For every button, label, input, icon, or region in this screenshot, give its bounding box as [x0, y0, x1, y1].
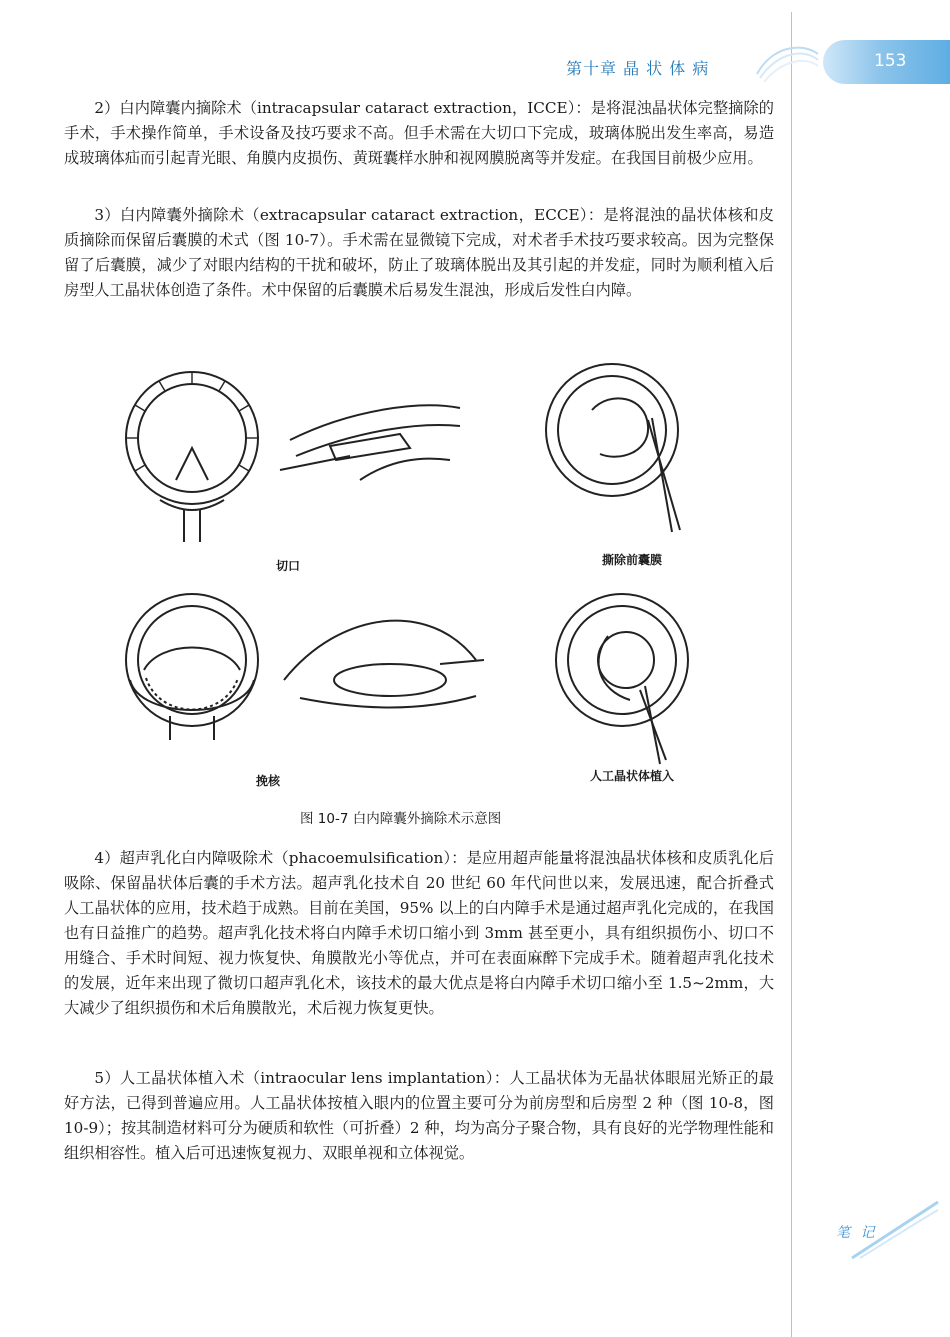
- margin-line: [791, 12, 792, 1337]
- figure-10-7: [100, 360, 740, 800]
- eye-capsulorhexis-illustration: [546, 364, 680, 532]
- label-iol: 人工晶状体植入: [590, 769, 675, 783]
- eye-iol-illustration: [556, 594, 688, 764]
- eye-incision-illustration: [126, 372, 258, 542]
- paragraph-icce: 2）白内障囊内摘除术（intracapsular cataract extraction，ICCE）：是将混浊晶状体完整摘除的手术，手术操作简单，手术设备及技巧要求不高。但手术需在大切口下完成，玻璃体脱出发生率高，易造成玻璃体疝而引起青光眼、角膜内皮损伤、黄斑囊样水肿和视网膜脱离等并发症。在我国目前极少应用。: [64, 99, 774, 167]
- section-incision-illustration: [280, 405, 460, 480]
- paragraph-ecce: 3）白内障囊外摘除术（extracapsular cataract extraction，ECCE）：是将混浊的晶状体核和皮质摘除而保留后囊膜的术式（图 10-7）。手术需在显微镜下完成，对术者手术技巧要求较高。因为完整保留了后囊膜，减少了对眼内结构的干扰和破坏，防止了玻璃体脱出及其引起的并发症，同时为顺利植入后房型人工晶状体创造了条件。术中保留的后囊膜术后易发生混浊，形成后发性白内障。: [64, 206, 774, 299]
- paragraph-phaco: 4）超声乳化白内障吸除术（phacoemulsification）：是应用超声能量将混浊晶状体核和皮质乳化后吸除、保留晶状体后囊的手术方法。超声乳化技术自 20 世纪 60 年代问世以来，发展迅速，配合折叠式人工晶状体的应用，技术趋于成熟。目前在美国，95% 以上的白内障手术是通过超声乳化完成的，在我国也有日益推广的趋势。超声乳化技术将白内障手术切口缩小到 3mm 甚至更小，具有组织损伤小、切口不用缝合、手术时间短、视力恢复快、角膜散光小等优点，并可在表面麻醉下完成手术。随着超声乳化技术的发展，近年来出现了微切口超声乳化术，该技术的最大优点是将白内障手术切口缩小至 1.5~2mm，大大减少了组织损伤和术后角膜散光，术后视力恢复更快。: [64, 849, 774, 1017]
- label-capsulorhexis: 撕除前囊膜: [602, 553, 663, 567]
- label-incision: 切口: [276, 559, 301, 573]
- label-nucleus: 挽核: [256, 774, 281, 788]
- ecce-diagram: [100, 360, 740, 800]
- paragraph-iol: 5）人工晶状体植入术（intraocular lens implantation）：人工晶状体为无晶状体眼屈光矫正的最好方法，已得到普遍应用。人工晶状体按植入眼内的位置主要可分为前房型和后房型 2 种（图 10-8，图 10-9）；按其制造材料可分为硬质和软性（可折叠）2 种，均为高分子聚合物，具有良好的光学物理性能和组织相容性。植入后可迅速恢复视力、双眼单视和立体视觉。: [64, 1069, 774, 1162]
- header-swirl-ornament: [752, 36, 822, 86]
- figure-caption: 图 10-7 白内障囊外摘除术示意图: [300, 811, 502, 827]
- page-number: 153: [874, 51, 907, 71]
- notes-label: 笔 记: [836, 1225, 878, 1241]
- eye-nucleus-illustration: [126, 594, 258, 740]
- chapter-header: 第十章 晶 状 体 病: [566, 59, 710, 78]
- section-nucleus-illustration: [284, 621, 484, 708]
